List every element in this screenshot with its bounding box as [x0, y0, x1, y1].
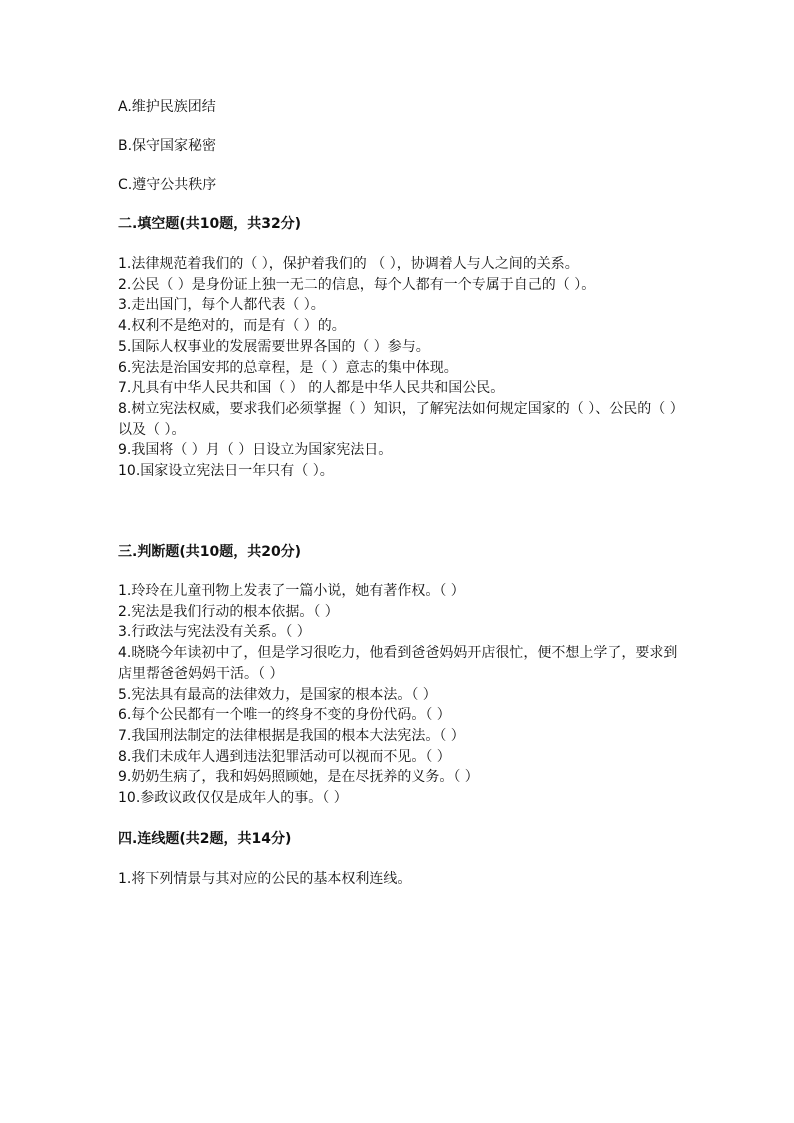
matching-question: 1.将下列情景与其对应的公民的基本权利连线。 [118, 871, 412, 887]
section-title-fill-in: 二.填空题(共10题，共32分) [118, 216, 302, 232]
true-false-question: 7.我国刑法制定的法律根据是我国的根本大法宪法。（ ） [118, 727, 465, 744]
true-false-question: 1.玲玲在儿童刊物上发表了一篇小说，她有著作权。（ ） [118, 583, 465, 599]
fill-in-question: 6.宪法是治国安邦的总章程，是（ ）意志的集中体现。 [118, 359, 458, 376]
option-a: A.维护民族团结 [118, 99, 216, 115]
fill-in-question: 10.国家设立宪法日一年只有（ ）。 [118, 463, 334, 480]
section-title-true-false: 三.判断题(共10题，共20分) [118, 544, 302, 560]
true-false-question: 6.每个公民都有一个唯一的终身不变的身份代码。（ ） [118, 707, 451, 724]
fill-in-question: 7.凡具有中华人民共和国（ ） 的人都是中华人民共和国公民。 [118, 380, 505, 397]
true-false-question: 10.参政议政仅仅是成年人的事。（ ） [118, 790, 348, 807]
true-false-question: 9.奶奶生病了，我和妈妈照顾她，是在尽抚养的义务。（ ） [118, 769, 479, 786]
section-title-matching: 四.连线题(共2题，共14分) [118, 831, 292, 847]
fill-in-question-list [118, 254, 678, 482]
fill-in-question: 4.权利不是绝对的，而是有（ ）的。 [118, 318, 346, 335]
fill-in-question: 2.公民（ ）是身份证上独一无二的信息，每个人都有一个专属于自己的（ ）。 [118, 276, 596, 293]
fill-in-question: 5.国际人权事业的发展需要世界各国的（ ）参与。 [118, 338, 430, 355]
option-b: B.保守国家秘密 [118, 138, 217, 154]
true-false-question: 2.宪法是我们行动的根本依据。（ ） [118, 603, 339, 620]
true-false-question-list [118, 581, 678, 809]
true-false-question: 3.行政法与宪法没有关系。（ ） [118, 624, 311, 641]
fill-in-question: 3.走出国门，每个人都代表（ ）。 [118, 297, 325, 314]
option-c: C.遵守公共秩序 [118, 177, 217, 193]
true-false-question: 5.宪法具有最高的法律效力，是国家的根本法。（ ） [118, 686, 437, 703]
fill-in-question: 9.我国将（ ）月（ ）日设立为国家宪法日。 [118, 442, 393, 459]
fill-in-question: 1.法律规范着我们的（ ），保护着我们的 （ ），协调着人与人之间的关系。 [118, 256, 579, 272]
true-false-question: 8.我们未成年人遇到违法犯罪活动可以视而不见。（ ） [118, 748, 451, 765]
fill-in-question: 8.树立宪法权威，要求我们必须掌握（ ）知识，了解宪法如何规定国家的（ ）、公民的（ ）以及（ ）。 [118, 400, 677, 438]
matching-question-list [118, 869, 678, 890]
true-false-question: 4.晓晓今年读初中了，但是学习很吃力，他看到爸爸妈妈开店很忙，便不想上学了，要求到店里帮爸爸妈妈干活。（ ） [118, 645, 678, 682]
